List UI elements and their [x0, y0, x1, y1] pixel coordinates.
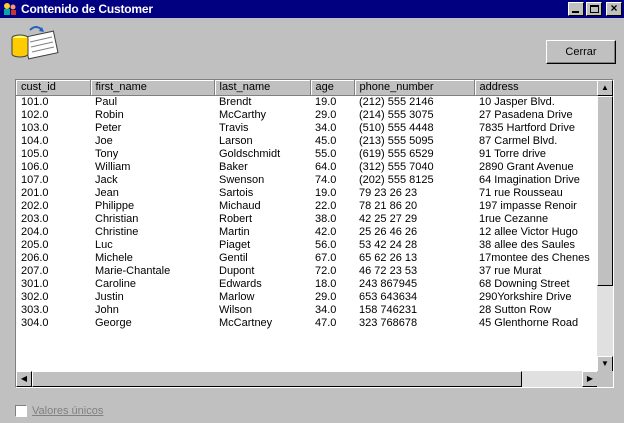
maximize-button[interactable]: [586, 2, 602, 16]
table-cell[interactable]: 25 26 46 26: [359, 225, 418, 238]
table-cell[interactable]: Jean: [95, 186, 119, 199]
close-icon: ×: [610, 1, 618, 15]
table-cell[interactable]: 56.0: [315, 238, 337, 251]
table-cell[interactable]: 19.0: [315, 186, 337, 199]
table-row[interactable]: [16, 278, 598, 291]
table-cell[interactable]: Peter: [95, 121, 122, 134]
arrow-up-icon: ▲: [601, 83, 609, 92]
scroll-down-button[interactable]: [597, 356, 613, 372]
column-header[interactable]: last_name: [214, 80, 310, 95]
title-bar[interactable]: [0, 0, 624, 18]
table-cell[interactable]: Marlow: [219, 290, 255, 303]
table-cell[interactable]: 203.0: [21, 212, 49, 225]
table-cell[interactable]: 79 23 26 23: [359, 186, 418, 199]
table-row[interactable]: [16, 317, 598, 330]
table-cell[interactable]: 290Yorkshire Drive: [479, 290, 572, 303]
column-header[interactable]: phone_number: [354, 80, 474, 95]
table-cell[interactable]: Paul: [95, 95, 118, 108]
table-cell[interactable]: Jack: [95, 173, 118, 186]
table-cell[interactable]: 42 25 27 29: [359, 212, 418, 225]
table-cell[interactable]: Dupont: [219, 264, 255, 277]
table-row[interactable]: [16, 174, 598, 187]
table-cell[interactable]: Caroline: [95, 277, 136, 290]
scroll-right-button[interactable]: [582, 371, 598, 387]
table-cell[interactable]: Michele: [95, 251, 133, 264]
table-cell[interactable]: 45.0: [315, 134, 337, 147]
table-cell[interactable]: (212) 555 2146: [359, 95, 434, 108]
minimize-icon: [572, 11, 579, 13]
table-cell[interactable]: 46 72 23 53: [359, 264, 418, 277]
table-cell[interactable]: 12 allee Victor Hugo: [479, 225, 578, 238]
table-cell[interactable]: 653 643634: [359, 290, 418, 303]
table-cell[interactable]: George: [95, 316, 132, 329]
table-cell[interactable]: 207.0: [21, 264, 49, 277]
table-cell[interactable]: 29.0: [315, 290, 337, 303]
table-cell[interactable]: Tony: [95, 147, 119, 160]
table-cell[interactable]: 158 746231: [359, 303, 418, 316]
table-cell[interactable]: 38 allee des Saules: [479, 238, 576, 251]
vertical-scrollbar[interactable]: [597, 80, 613, 372]
table-cell[interactable]: Robin: [95, 108, 124, 121]
table-cell[interactable]: Christine: [95, 225, 139, 238]
table-cell[interactable]: 34.0: [315, 303, 337, 316]
unique-values-checkbox[interactable]: [15, 405, 27, 417]
table-cell[interactable]: 34.0: [315, 121, 337, 134]
table-row[interactable]: [16, 200, 598, 213]
table-cell[interactable]: 38.0: [315, 212, 337, 225]
table-cell[interactable]: 19.0: [315, 95, 337, 108]
table-cell[interactable]: 301.0: [21, 277, 49, 290]
customer-table: [16, 80, 598, 330]
table-cell[interactable]: 74.0: [315, 173, 337, 186]
table-cell[interactable]: (213) 555 5095: [359, 134, 434, 147]
table-cell[interactable]: 64.0: [315, 160, 337, 173]
table-cell[interactable]: 1rue Cezanne: [479, 212, 549, 225]
table-cell[interactable]: 304.0: [21, 316, 49, 329]
table-cell[interactable]: 71 rue Rousseau: [479, 186, 563, 199]
table-cell[interactable]: 206.0: [21, 251, 49, 264]
table-cell[interactable]: Baker: [219, 160, 248, 173]
column-header[interactable]: address: [474, 80, 598, 95]
table-row[interactable]: [16, 213, 598, 226]
table-row[interactable]: [16, 187, 598, 200]
minimize-button[interactable]: [568, 2, 584, 16]
table-cell[interactable]: (214) 555 3075: [359, 108, 434, 121]
table-row[interactable]: [16, 135, 598, 148]
table-row[interactable]: [16, 109, 598, 122]
horizontal-scroll-thumb[interactable]: [32, 371, 522, 387]
table-cell[interactable]: 18.0: [315, 277, 337, 290]
table-cell[interactable]: Gentil: [219, 251, 248, 264]
table-cell[interactable]: Luc: [95, 238, 113, 251]
table-cell[interactable]: 55.0: [315, 147, 337, 160]
table-cell[interactable]: Robert: [219, 212, 253, 225]
table-cell[interactable]: 22.0: [315, 199, 337, 212]
table-cell[interactable]: 302.0: [21, 290, 49, 303]
table-cell[interactable]: Brendt: [219, 95, 252, 108]
table-cell[interactable]: Joe: [95, 134, 113, 147]
table-cell[interactable]: Christian: [95, 212, 139, 225]
table-cell[interactable]: 201.0: [21, 186, 49, 199]
table-cell[interactable]: 10 Jasper Blvd.: [479, 95, 555, 108]
column-header[interactable]: age: [310, 80, 354, 95]
table-cell[interactable]: 47.0: [315, 316, 337, 329]
table-cell[interactable]: 107.0: [21, 173, 49, 186]
close-button[interactable]: Cerrar: [546, 40, 616, 64]
table-row[interactable]: [16, 226, 598, 239]
table-row[interactable]: [16, 304, 598, 317]
table-cell[interactable]: McCarthy: [219, 108, 267, 121]
table-cell[interactable]: 45 Glenthorne Road: [479, 316, 579, 329]
table-cell[interactable]: 323 768678: [359, 316, 418, 329]
window-title: Contenido de Customer: [21, 2, 153, 16]
table-cell[interactable]: 105.0: [21, 147, 49, 160]
table-row[interactable]: [16, 239, 598, 252]
table-cell[interactable]: 29.0: [315, 108, 337, 121]
arrow-right-icon: ▶: [586, 374, 594, 383]
table-cell[interactable]: Goldschmidt: [219, 147, 281, 160]
table-cell[interactable]: 204.0: [21, 225, 49, 238]
table-cell[interactable]: Larson: [219, 134, 253, 147]
table-cell[interactable]: 67.0: [315, 251, 337, 264]
scroll-up-button[interactable]: [597, 80, 613, 96]
table-cell[interactable]: 78 21 86 20: [359, 199, 418, 212]
table-cell[interactable]: Piaget: [219, 238, 251, 251]
table-cell[interactable]: 243 867945: [359, 277, 418, 290]
database-table-icon: [10, 24, 60, 64]
close-window-button[interactable]: [606, 2, 622, 16]
table-cell[interactable]: Philippe: [95, 199, 135, 212]
table-row[interactable]: [16, 291, 598, 304]
table-cell[interactable]: 17montee des Chenes: [479, 251, 590, 264]
table-cell[interactable]: (619) 555 6529: [359, 147, 434, 160]
table-cell[interactable]: Sartois: [219, 186, 254, 199]
table-cell[interactable]: 102.0: [21, 108, 49, 121]
column-header[interactable]: first_name: [90, 80, 214, 95]
table-cell[interactable]: Marie-Chantale: [95, 264, 171, 277]
table-cell[interactable]: 2890 Grant Avenue: [479, 160, 574, 173]
header-row: [16, 80, 598, 95]
table-row[interactable]: [16, 122, 598, 135]
table-cell[interactable]: 28 Sutton Row: [479, 303, 552, 316]
table-row[interactable]: [16, 95, 598, 109]
table-row[interactable]: [16, 148, 598, 161]
table-cell[interactable]: 104.0: [21, 134, 49, 147]
table-cell[interactable]: 197 impasse Renoir: [479, 199, 577, 212]
arrow-left-icon: ◀: [20, 374, 28, 383]
table-row[interactable]: [16, 265, 598, 278]
table-cell[interactable]: John: [95, 303, 119, 316]
maximize-icon: [590, 5, 599, 13]
table-cell[interactable]: 53 42 24 28: [359, 238, 418, 251]
table-cell[interactable]: 202.0: [21, 199, 49, 212]
table-cell[interactable]: (312) 555 7040: [359, 160, 434, 173]
table-cell[interactable]: 64 Imagination Drive: [479, 173, 580, 186]
table-cell[interactable]: 103.0: [21, 121, 49, 134]
app-title-icon: [2, 2, 18, 16]
arrow-down-icon: ▼: [601, 359, 609, 368]
table-cell[interactable]: 7835 Hartford Drive: [479, 121, 575, 134]
table-cell[interactable]: 65 62 26 13: [359, 251, 418, 264]
table-cell[interactable]: McCartney: [219, 316, 273, 329]
table-cell[interactable]: Justin: [95, 290, 124, 303]
table-row[interactable]: [16, 161, 598, 174]
vertical-scroll-thumb[interactable]: [597, 96, 613, 286]
table-cell[interactable]: 87 Carmel Blvd.: [479, 134, 558, 147]
table-cell[interactable]: (202) 555 8125: [359, 173, 434, 186]
table-cell[interactable]: 303.0: [21, 303, 49, 316]
horizontal-scrollbar[interactable]: [16, 371, 598, 387]
table-cell[interactable]: Swenson: [219, 173, 265, 186]
table-cell[interactable]: Travis: [219, 121, 249, 134]
table-cell[interactable]: William: [95, 160, 131, 173]
unique-values-option[interactable]: [15, 405, 103, 417]
table-cell[interactable]: 27 Pasadena Drive: [479, 108, 573, 121]
table-cell[interactable]: Edwards: [219, 277, 262, 290]
scroll-left-button[interactable]: [16, 371, 32, 387]
table-cell[interactable]: 37 rue Murat: [479, 264, 542, 277]
scrollbar-corner: [597, 371, 613, 387]
table-cell[interactable]: 106.0: [21, 160, 49, 173]
table-cell[interactable]: Michaud: [219, 199, 261, 212]
unique-values-label: Valores únicos: [32, 405, 104, 417]
table-cell[interactable]: Martin: [219, 225, 250, 238]
table-cell[interactable]: (510) 555 4448: [359, 121, 434, 134]
data-grid[interactable]: [15, 79, 614, 388]
table-cell[interactable]: 101.0: [21, 95, 49, 108]
table-cell[interactable]: 72.0: [315, 264, 337, 277]
table-cell[interactable]: 42.0: [315, 225, 337, 238]
table-cell[interactable]: Wilson: [219, 303, 253, 316]
table-cell[interactable]: 91 Torre drive: [479, 147, 547, 160]
table-cell[interactable]: 68 Downing Street: [479, 277, 570, 290]
column-header[interactable]: cust_id: [16, 80, 90, 95]
table-cell[interactable]: 205.0: [21, 238, 49, 251]
table-row[interactable]: [16, 252, 598, 265]
